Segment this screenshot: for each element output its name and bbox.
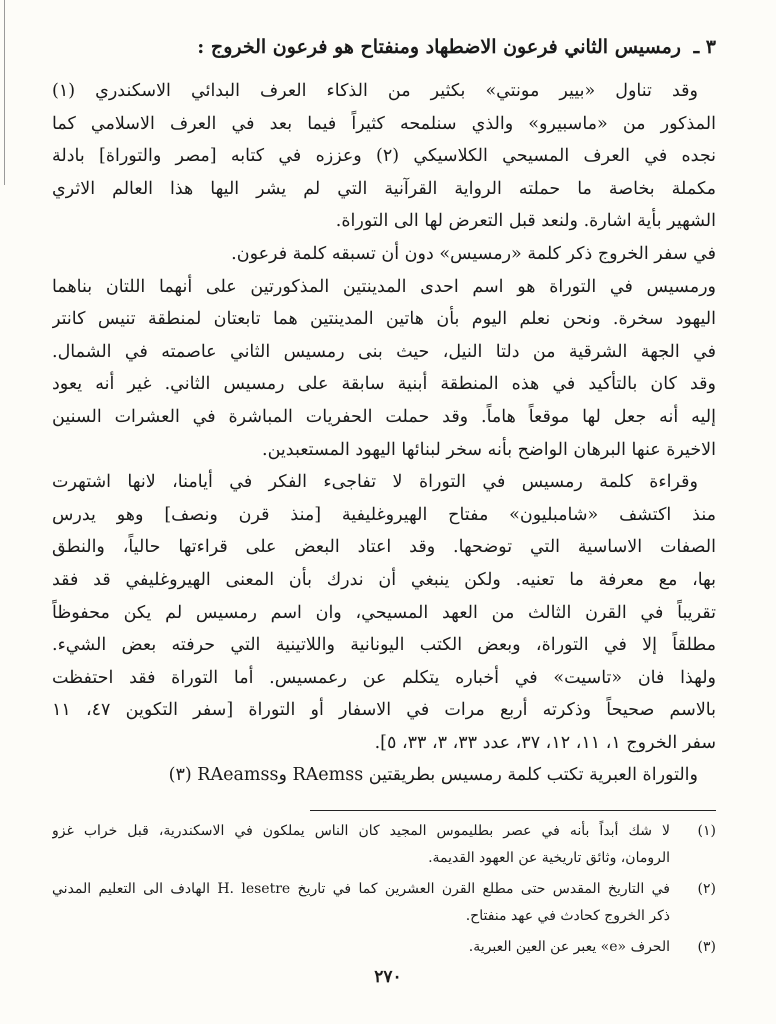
text-line: الصفات الاساسية التي توضحها. وقد اعتاد البعض على قراءتها حالياً، والنطق (52, 537, 716, 558)
text-line: وقد كان بالتأكيد في هذه المنطقة أبنية سابقة على رمسيس الثاني. غير أنه يعود (52, 374, 716, 395)
text-line: في سفر الخروج ذكر كلمة «رمسيس» دون أن تسبقه كلمة فرعون. (231, 243, 716, 264)
text-line: إليه أنه جعل لها موقعاً هاماً. وقد حملت الحفريات المباشرة في العشرات السنين (52, 406, 716, 427)
text-line: نجده في العرف المسيحي الكلاسيكي (٢) وعززه في كتابه [مصر والتوراة] بادلة (52, 146, 716, 167)
footnote-line: في التاريخ المقدس حتى مطلع القرن العشرين كما في تاريخ H. lesetre الهادف الى التعليم المدني (52, 881, 670, 897)
text-line: وقراءة كلمة رمسيس في التوراة لا تفاجىء الفكر في أيامنا، لانها اشتهرت (52, 472, 698, 493)
footnote-line: لا شك أبداً بأنه في عصر بطليموس المجيد كان الناس يملكون في الاسكندرية، قبل خراب غزو (52, 823, 670, 839)
text-line: منذ اكتشف «شامبليون» مفتاح الهيروغليفية [منذ قرن ونصف] وهو يدرس (52, 504, 716, 525)
footnote-line: الحرف «e» يعبر عن العين العبرية. (468, 939, 670, 955)
text-line: ولهذا فان «تاسيت» في أخباره يتكلم عن رعمسيس. أما التوراة فقد احتفظت (52, 667, 716, 688)
footnote-mark: (١) (697, 823, 716, 839)
main-text (52, 75, 716, 792)
text-line: الشهير بأية اشارة. ولنعد قبل التعرض لها الى التوراة. (335, 211, 716, 232)
text-line: المذكور من «ماسبيرو» والذي سنلمحه كثيراً فيما بعد في العرف الاسلامي كما (52, 113, 716, 134)
text-line: بالاسم صحيحاً وذكرته أربع مرات في الاسفار أو التوراة [سفر التكوين ٤٧، ١١ (52, 700, 716, 721)
footnote (52, 934, 716, 961)
footnote-mark: (٢) (697, 881, 716, 897)
page-edge-line (4, 0, 5, 185)
text-line: بها، مع معرفة ما تعنيه. ولكن ينبغي أن ندرك بأن المعنى الهيروغليفي قد فقد (52, 569, 716, 590)
footnotes (52, 818, 716, 965)
text-line: تقريباً في القرن الثالث من العهد المسيحي، وان اسم رمسيس لم يكن محفوظاً (52, 602, 716, 623)
text-line: ورمسيس في التوراة هو اسم احدى المدينتين المذكورتين على أنهما اللتان بناهما (52, 276, 716, 297)
text-line: سفر الخروج ١، ١١، ١٢، ٣٧، عدد ٣٣، ٣، ٣٣، ٥]. (374, 732, 716, 753)
section-title: رمسيس الثاني فرعون الاضطهاد ومنفتاح هو فرعون الخروج : (197, 36, 681, 58)
footnote-line: الرومان، وثائق تاريخية عن العهود القديمة. (428, 850, 670, 866)
footnote-line: ذكر الخروج كحادث في عهد منفتاح. (465, 908, 670, 924)
text-line: مطلقاً إلا في التوراة، وبعض الكتب اليونانية واللاتينية التي حرفته بعض الشيء. (52, 635, 716, 656)
footnote (52, 818, 716, 872)
text-line: والتوراة العبرية تكتب كلمة رمسيس بطريقتين RAemss وRAeamss (٣) (168, 765, 698, 786)
footnote-mark: (٣) (697, 939, 716, 955)
text-line: الاخيرة عنها البرهان الواضح بأنه سخر لبنائها اليهود المستعبدين. (262, 439, 716, 460)
page-number: ٢٧٠ (374, 967, 402, 987)
footnote-separator (310, 810, 716, 811)
text-line: مكملة بخاصة ما حملته الرواية القرآنية التي لم يشر اليها هذا العالم الاثري (52, 178, 716, 199)
section-number: ٣ ـ (693, 36, 716, 58)
footnote (52, 876, 716, 930)
section-heading (52, 33, 716, 61)
text-line: وقد تناول «بيير مونتي» بكثير من الذكاء العرف البدائي الاسكندري (١) (52, 81, 698, 101)
text-line: اليهود سخرة. ونحن نعلم اليوم بأن هاتين المدينتين هما تابعتان لمنطقة تنيس كانتر (52, 309, 716, 330)
text-line: في الجهة الشرقية من دلتا النيل، حيث بنى رمسيس الثاني عاصمته في الشمال. (52, 341, 716, 362)
